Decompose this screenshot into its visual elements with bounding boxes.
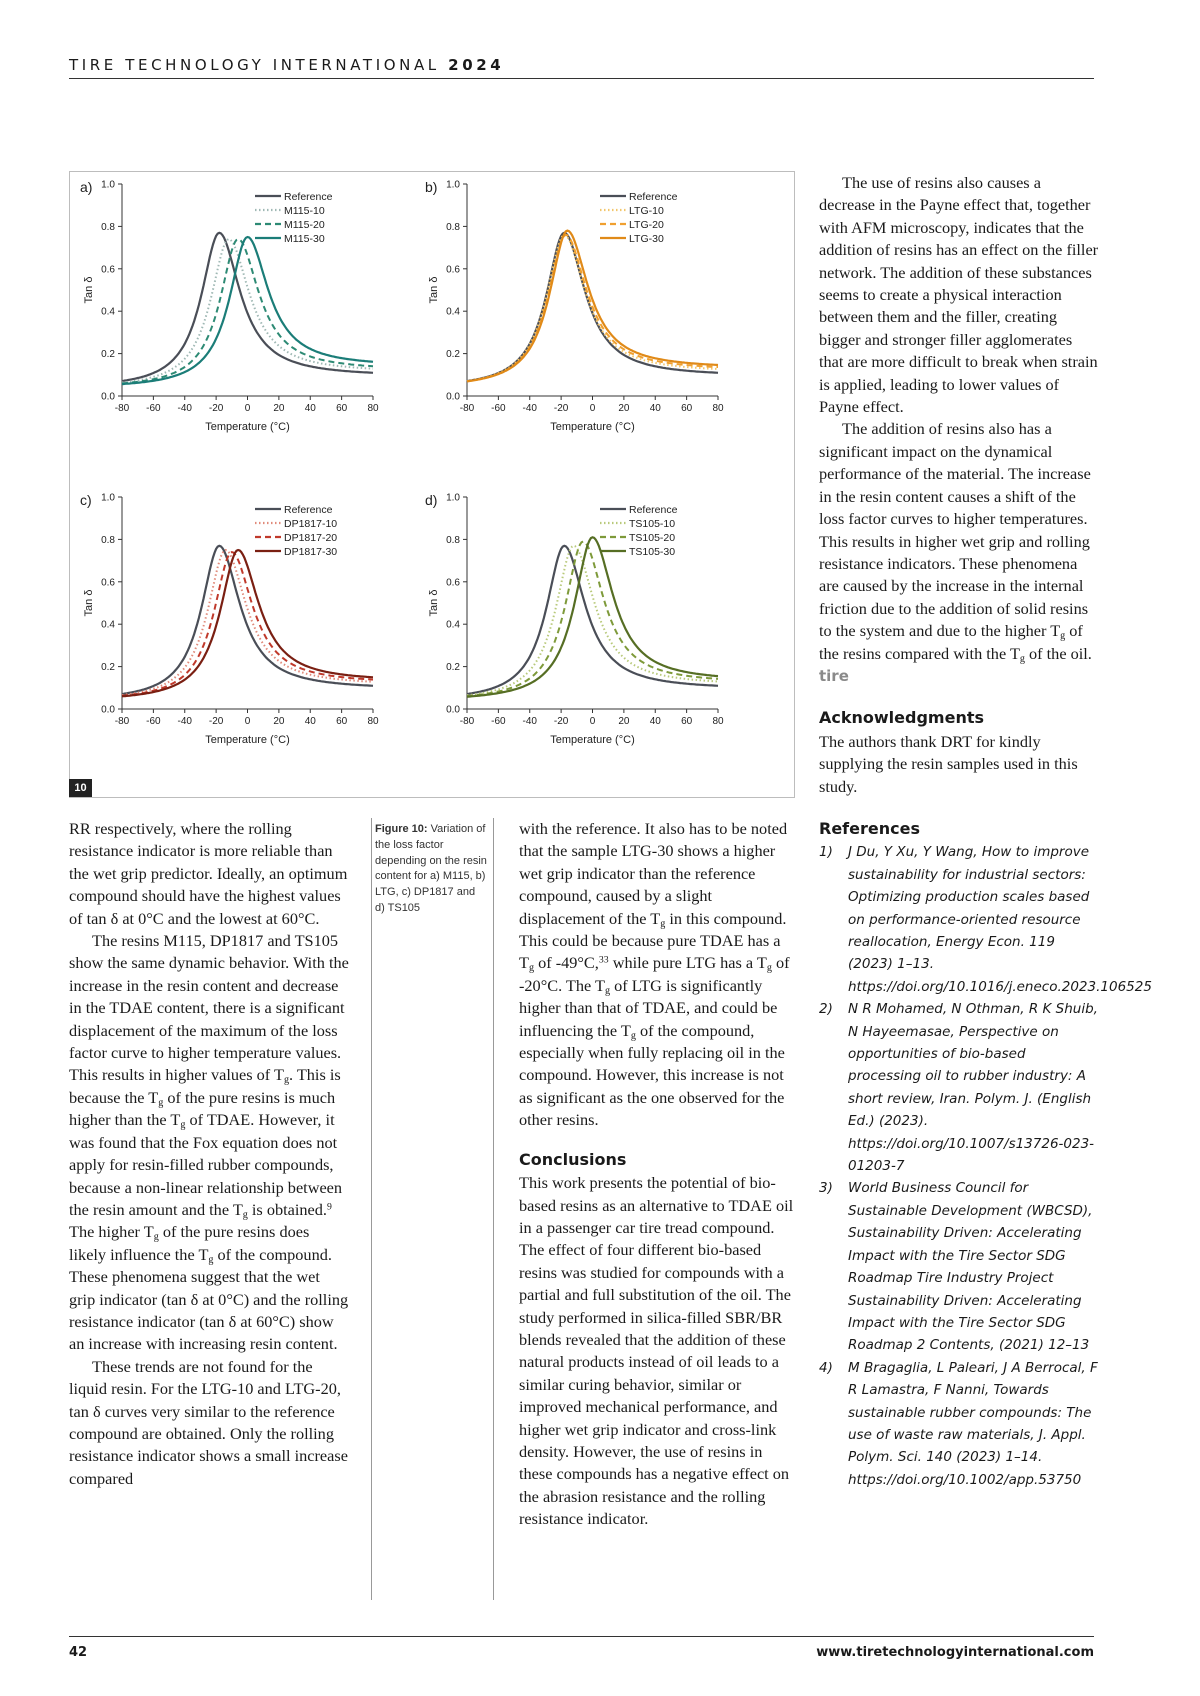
- paragraph: This work presents the potential of bio-based resins as an alternative to TDAE oil in a passenger car tire tread compound. The effect of four different bio-based resins was studied for compounds with a partial and full substitution of the oil. The study performed in silica-filled SBR/BR blends revealed that the addition of these natural products instead of oil leads to a similar curing behavior, similar or improved mechanical performance, and higher wet grip indicator and cross-link density. However, the use of resins in these compounds has a negative effect on the abrasion resistance and the rolling resistance indicator.: [519, 1173, 794, 1529]
- x-tick-label: -20: [553, 403, 569, 414]
- reference-item: [819, 1177, 1099, 1356]
- text-column-left: [69, 818, 349, 1490]
- y-tick-label: 0.8: [101, 534, 115, 546]
- legend-label: Reference: [629, 191, 678, 203]
- chart-panel-3: [80, 492, 379, 746]
- legend-label: TS105-20: [629, 532, 676, 544]
- legend-label: Reference: [284, 191, 333, 203]
- legend-label: Reference: [629, 504, 678, 516]
- x-tick-label: -80: [114, 716, 130, 727]
- reference-number: 2): [819, 1001, 833, 1018]
- series-line-ts105-20: [467, 542, 718, 697]
- x-tick-label: -40: [522, 403, 537, 414]
- x-tick-label: 80: [712, 716, 724, 727]
- x-tick-label: 40: [649, 716, 661, 727]
- legend-label: M115-10: [284, 205, 325, 217]
- x-tick-label: -20: [553, 716, 569, 727]
- x-tick-label: -80: [459, 403, 475, 414]
- paragraph: The use of resins also causes a decrease in the Payne effect that, together with AFM microscopy, indicates that the addition of resins has an effect on the filler network. The addition of these substances seems to create a physical interaction between them and the filler, creating bigger and stronger filler agglomerates that are more difficult to break when strain is applied, leading to lower values of Payne effect.: [819, 173, 1099, 417]
- figure-10: [69, 171, 795, 798]
- y-tick-label: 0.0: [101, 704, 115, 716]
- y-axis-label: Tan δ: [83, 589, 95, 617]
- legend-label: DP1817-30: [284, 546, 338, 558]
- panel-label: a): [80, 179, 93, 195]
- y-tick-label: 1.0: [446, 492, 460, 504]
- x-tick-label: 60: [681, 716, 693, 727]
- panel-label: c): [80, 492, 92, 508]
- chart-panel-2: [425, 179, 724, 433]
- journal-year: 2024: [448, 56, 505, 74]
- section-heading-conclusions: Conclusions: [519, 1149, 627, 1169]
- x-tick-label: -60: [491, 716, 506, 727]
- caption-divider: [371, 818, 372, 1600]
- y-tick-label: 0.2: [446, 662, 460, 674]
- y-axis-label: Tan δ: [428, 589, 440, 617]
- x-tick-label: -40: [522, 716, 537, 727]
- x-tick-label: -20: [208, 403, 224, 414]
- x-tick-label: 0: [244, 716, 251, 727]
- x-tick-label: 80: [367, 716, 379, 727]
- legend-label: M115-20: [284, 219, 325, 231]
- x-axis-label: Temperature (°C): [205, 734, 290, 746]
- text-column-middle: [519, 818, 794, 1531]
- x-axis-label: Temperature (°C): [550, 421, 635, 433]
- y-tick-label: 0.0: [446, 704, 460, 716]
- y-axis-label: Tan δ: [83, 276, 95, 304]
- legend-label: M115-30: [284, 233, 325, 245]
- x-tick-label: -20: [208, 716, 224, 727]
- x-tick-label: 20: [618, 403, 630, 414]
- x-tick-label: -80: [459, 716, 475, 727]
- y-tick-label: 0.2: [101, 662, 115, 674]
- reference-list: [819, 841, 1152, 1491]
- reference-number: 1): [819, 844, 833, 861]
- y-tick-label: 0.0: [446, 391, 460, 403]
- reference-text: M Bragaglia, L Paleari, J A Berrocal, F R Lamastra, F Nanni, Towards sustainable rubber compounds: The use of waste raw materials, J. Appl. Polym. Sci. 140 (2023) 1–14. https://doi.org/10.1002/app.53750: [848, 1359, 1098, 1488]
- y-tick-label: 0.4: [101, 619, 115, 631]
- y-tick-label: 1.0: [101, 179, 115, 191]
- series-line-reference: [122, 233, 373, 381]
- paragraph: The authors thank DRT for kindly supplying the resin samples used in this study.: [819, 731, 1078, 796]
- series-line-ts105-10: [467, 546, 718, 695]
- x-tick-label: 60: [336, 716, 348, 727]
- loss-factor-charts: [70, 172, 794, 797]
- x-tick-label: -60: [491, 403, 506, 414]
- paragraph: The addition of resins also has a significant impact on the dynamical performance of the material. The increase in the resin content causes a shift of the loss factor curves to higher temperatures. This results in higher wet grip and rolling resistance indicators. These phenomena are caused by the increase in the internal friction due to the addition of solid resins to the system and due to the higher $T_g$ of the resins compared with the $T_g$ of the oil. tire: [819, 419, 1092, 685]
- paragraph: with the reference. It also has to be noted that the sample LTG-30 shows a higher wet grip indicator than the reference compound, caused by a slight displacement of the $T_g$ in this compound. This could be because pure TDAE has a $T_g$ of -49°C,$^{33}$ while pure LTG has a $T_g$ of -20°C. The $T_g$ of LTG is significantly higher than that of TDAE, and could be influencing the $T_g$ of the compound, especially when fully replacing oil in the compound. However, this increase is not as significant as the one observed for the other resins.: [519, 819, 790, 1130]
- section-heading-acknowledgments: Acknowledgments: [819, 708, 984, 728]
- reference-number: 3): [819, 1180, 833, 1197]
- x-tick-label: 20: [273, 403, 285, 414]
- y-tick-label: 0.2: [446, 349, 460, 361]
- y-tick-label: 0.4: [101, 306, 115, 318]
- x-tick-label: 20: [618, 716, 630, 727]
- legend-label: DP1817-10: [284, 518, 338, 530]
- x-tick-label: 80: [712, 403, 724, 414]
- reference-item: [819, 1357, 1099, 1491]
- legend-label: TS105-10: [629, 518, 676, 530]
- figure-caption: Figure 10: Variation of the loss factor depending on the resin content for a) M115, b) LTG, c) DP1817 and d) TS105: [375, 823, 487, 914]
- panel-label: b): [425, 179, 438, 195]
- header-divider: [69, 78, 1094, 79]
- end-mark: tire: [819, 666, 849, 685]
- paragraph: RR respectively, where the rolling resistance indicator is more reliable than the wet grip predictor. Ideally, an optimum compound should have the highest values of tan δ at 0°C and the lowest at 60°C.: [69, 819, 348, 928]
- x-tick-label: 0: [589, 716, 596, 727]
- y-axis-label: Tan δ: [428, 276, 440, 304]
- legend-label: DP1817-20: [284, 532, 338, 544]
- x-tick-label: -80: [114, 403, 130, 414]
- section-heading-references: References: [819, 818, 920, 838]
- footer-divider: [69, 1636, 1094, 1637]
- x-axis-label: Temperature (°C): [550, 734, 635, 746]
- y-tick-label: 0.8: [101, 221, 115, 233]
- x-axis-label: Temperature (°C): [205, 421, 290, 433]
- x-tick-label: 0: [589, 403, 596, 414]
- y-tick-label: 1.0: [101, 492, 115, 504]
- y-tick-label: 0.2: [101, 349, 115, 361]
- y-tick-label: 0.0: [101, 391, 115, 403]
- y-tick-label: 1.0: [446, 179, 460, 191]
- legend-label: LTG-10: [629, 205, 664, 217]
- journal-title: TIRE TECHNOLOGY INTERNATIONAL: [69, 56, 440, 74]
- x-tick-label: -40: [177, 716, 192, 727]
- page-number: 42: [69, 1645, 88, 1660]
- legend-label: Reference: [284, 504, 333, 516]
- x-tick-label: -60: [146, 716, 161, 727]
- x-tick-label: 60: [681, 403, 693, 414]
- series-line-ts105-30: [467, 537, 718, 696]
- y-tick-label: 0.6: [446, 577, 460, 589]
- y-tick-label: 0.4: [446, 306, 460, 318]
- x-tick-label: 40: [649, 403, 661, 414]
- x-tick-label: 80: [367, 403, 379, 414]
- journal-header: [69, 56, 504, 74]
- x-tick-label: -60: [146, 403, 161, 414]
- x-tick-label: 0: [244, 403, 251, 414]
- x-tick-label: -40: [177, 403, 192, 414]
- chart-panel-1: [80, 179, 379, 433]
- x-tick-label: 40: [304, 716, 316, 727]
- x-tick-label: 60: [336, 403, 348, 414]
- reference-text: J Du, Y Xu, Y Wang, How to improve sustainability for industrial sectors: Optimizing production scales based on performance-oriented resource reallocation, Energy Econ. 119 (2023) 1–13. https://doi.org/10.1016/j.eneco.2023.106525: [848, 844, 1152, 995]
- paragraph: These trends are not found for the liquid resin. For the LTG-10 and LTG-20, tan δ curves very similar to the reference compound are obtained. Only the rolling resistance indicator shows a small increase compared: [69, 1356, 348, 1488]
- y-tick-label: 0.8: [446, 221, 460, 233]
- legend-label: LTG-30: [629, 233, 664, 245]
- chart-panel-4: [425, 492, 724, 746]
- y-tick-label: 0.6: [101, 577, 115, 589]
- caption-divider: [493, 818, 494, 1600]
- reference-item: [819, 841, 1152, 998]
- reference-text: N R Mohamed, N Othman, R K Shuib, N Hayeemasae, Perspective on opportunities of bio-based processing oil to rubber industry: A short review, Iran. Polym. J. (English Ed.) (2023). https://doi.org/10.1007/s13726-023-01203-7: [848, 1001, 1098, 1175]
- x-tick-label: 20: [273, 716, 285, 727]
- legend-label: TS105-30: [629, 546, 676, 558]
- figure-number-badge: 10: [69, 779, 92, 797]
- footer-url[interactable]: www.tiretechnologyinternational.com: [816, 1645, 1094, 1660]
- y-tick-label: 0.6: [101, 264, 115, 276]
- reference-item: [819, 998, 1099, 1177]
- paragraph: The resins M115, DP1817 and TS105 show the same dynamic behavior. With the increase in the resin content and decrease in the TDAE content, there is a significant displacement of the maximum of the loss factor curve to higher temperature values. This results in higher values of $T_g$. This is because the $T_g$ of the pure resins is much higher than the $T_g$ of TDAE. However, it was found that the Fox equation does not apply for resin-filled rubber compounds, because a non-linear relationship between the resin amount and the $T_g$ is obtained.$^9$ The higher $T_g$ of the pure resins does likely influence the $T_g$ of the compound. These phenomena suggest that the wet grip indicator (tan δ at 0°C) and the rolling resistance indicator (tan δ at 60°C) show an increase with increasing resin content.: [69, 931, 349, 1354]
- x-tick-label: 40: [304, 403, 316, 414]
- legend-label: LTG-20: [629, 219, 664, 231]
- text-column-right: [819, 172, 1152, 1491]
- citation: 9: [326, 1201, 332, 1213]
- y-tick-label: 0.6: [446, 264, 460, 276]
- citation: 33: [598, 955, 609, 967]
- reference-text: World Business Council for Sustainable Development (WBCSD), Sustainability Driven: Accelerating Impact with the Tire Sector SDG Roadmap Tire Industry Project Sustainability Driven: Accelerating Impact with the Tire Sector SDG Roadmap 2 Contents, (2021) 12–13: [848, 1180, 1093, 1354]
- y-tick-label: 0.4: [446, 619, 460, 631]
- series-line-ltg-20: [467, 235, 718, 381]
- y-tick-label: 0.8: [446, 534, 460, 546]
- panel-label: d): [425, 492, 438, 508]
- reference-number: 4): [819, 1359, 833, 1376]
